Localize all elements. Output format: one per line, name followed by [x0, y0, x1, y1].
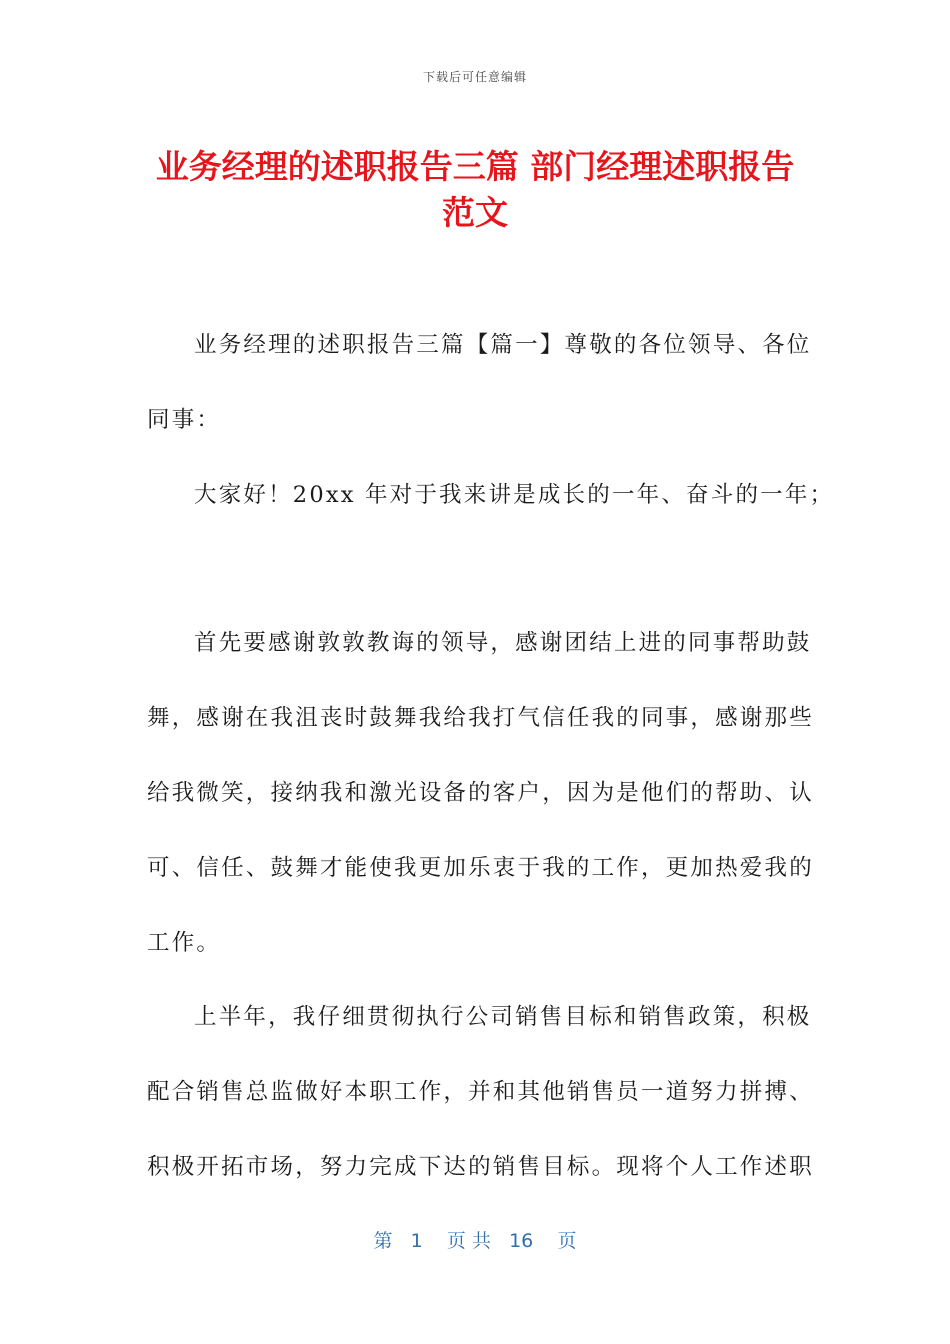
paragraph-line: 舞，感谢在我沮丧时鼓舞我给我打气信任我的同事，感谢那些 [147, 705, 814, 731]
paragraph-line: 上半年，我仔细贯彻执行公司销售目标和销售政策，积极 [194, 1004, 812, 1030]
document-title [120, 144, 830, 236]
title-line-1: 业务经理的述职报告三篇 部门经理述职报告 [155, 147, 795, 186]
title-line-2: 范文 [442, 193, 508, 232]
paragraph-line: 大家好！20xx 年对于我来讲是成长的一年、奋斗的一年； [194, 482, 835, 508]
page-footer [0, 1226, 950, 1253]
header-note: 下载后可任意编辑 [422, 70, 527, 84]
footer-middle: 页 共 [446, 1230, 491, 1252]
paragraph-line: 业务经理的述职报告三篇【篇一】尊敬的各位领导、各位 [194, 332, 812, 358]
footer-prefix: 第 [373, 1230, 393, 1252]
footer-total-pages: 16 [509, 1230, 534, 1252]
paragraph-line: 给我微笑，接纳我和激光设备的客户，因为是他们的帮助、认 [147, 780, 814, 806]
footer-suffix: 页 [557, 1230, 577, 1252]
paragraph-line: 配合销售总监做好本职工作，并和其他销售员一道努力拼搏、 [147, 1079, 814, 1105]
paragraph-line: 可、信任、鼓舞才能使我更加乐衷于我的工作，更加热爱我的 [147, 855, 814, 881]
paragraph-line: 首先要感谢敦敦教诲的领导，感谢团结上进的同事帮助鼓 [194, 630, 812, 656]
paragraph-line: 积极开拓市场，努力完成下达的销售目标。现将个人工作述职 [147, 1154, 814, 1180]
footer-page-number: 1 [410, 1230, 423, 1252]
paragraph-line: 同事： [147, 407, 222, 433]
paragraph-line: 工作。 [147, 930, 222, 956]
